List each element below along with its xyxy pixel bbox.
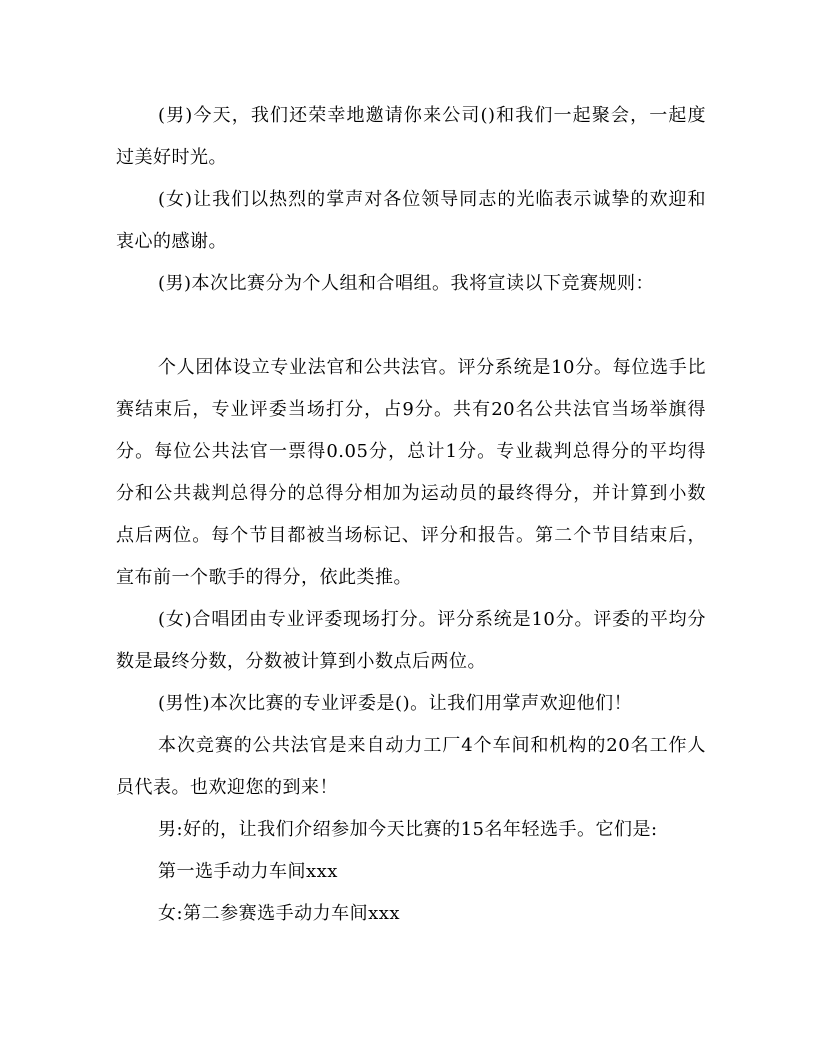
- paragraph-spacer: [116, 305, 706, 347]
- paragraph-contestant-1: 第一选手动力车间xxx: [158, 861, 338, 882]
- document-body: [116, 95, 706, 935]
- paragraph-contestant-2: 女:第二参赛选手动力车间xxx: [158, 903, 401, 924]
- paragraph-invitation: (男)今天，我们还荣幸地邀请你来公司()和我们一起聚会，一起度过美好时光。: [116, 105, 706, 168]
- paragraph-rules-intro: (男)本次比赛分为个人组和合唱组。我将宣读以下竞赛规则：: [158, 273, 655, 294]
- paragraph-public-judges: 本次竞赛的公共法官是来自动力工厂4个车间和机构的20名工作人员代表。也欢迎您的到来！: [116, 735, 706, 798]
- paragraph-professional-judges: (男性)本次比赛的专业评委是()。让我们用掌声欢迎他们！: [158, 693, 633, 714]
- paragraph-individual-rules: 个人团体设立专业法官和公共法官。评分系统是10分。每位选手比赛结束后，专业评委当场打分，占9分。共有20名公共法官当场举旗得分。每位公共法官一票得0.05分，总计1分。专业裁判总得分的平均得分和公共裁判总得分的总得分相加为运动员的最终得分，并计算到小数点后两位。每个节目都被当场标记、评分和报告。第二个节目结束后，宣布前一个歌手的得分，依此类推。: [116, 357, 706, 588]
- paragraph-choir-rules: (女)合唱团由专业评委现场打分。评分系统是10分。评委的平均分数是最终分数，分数被计算到小数点后两位。: [116, 609, 706, 672]
- paragraph-contestants-intro: 男:好的，让我们介绍参加今天比赛的15名年轻选手。它们是:: [158, 819, 658, 840]
- paragraph-welcome: (女)让我们以热烈的掌声对各位领导同志的光临表示诚挚的欢迎和衷心的感谢。: [116, 189, 706, 252]
